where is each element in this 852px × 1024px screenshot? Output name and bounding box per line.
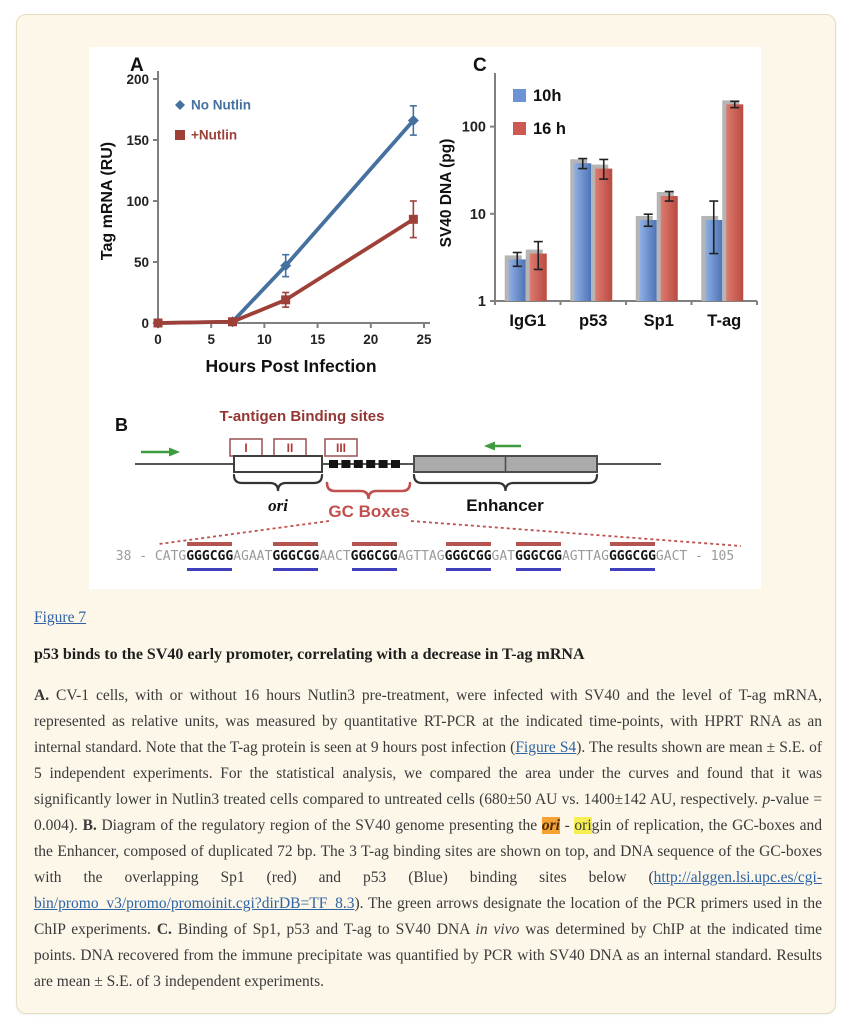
panel-a-y-axis-label: Tag mRNA (RU) [99,141,116,261]
binding-site-box-iii [325,439,357,456]
gc-boxes-label: GC Boxes [328,502,410,521]
gc-box-dash [329,460,338,468]
caption-text-segment: C. [156,921,172,938]
svg-text:100: 100 [461,119,486,136]
caption-text-segment: ori [574,817,592,834]
dna-sequence [91,549,759,564]
caption-text-segment: - [559,817,575,834]
figure-card [16,14,836,1014]
panel-c-group-t-ag [701,100,743,301]
panel-b-label: B [115,415,128,435]
svg-text:100: 100 [126,194,149,209]
gggcgg-motif: GGGCGG [350,549,398,564]
panel-a-legend-1: No Nutlin [191,97,251,113]
gc-box-dash [354,460,363,468]
caption-text-segment: gin of replication, the GC-boxes and the Enhancer, composed of duplicated 72 bp. The 3 T-ag binding sites are shown on top, and DNA sequence of the GC-boxes with the overlapping Sp1 (red) and p53 (Blue) binding sites below ( [34,817,822,886]
sequence-text: AGTTAG [397,549,445,564]
panel-c-legend-1: 10h [533,87,562,105]
svg-text:20: 20 [363,332,379,347]
gggcgg-motif: GGGCGG [272,549,320,564]
panel-c-group-igg1 [505,242,547,301]
t-antigen-binding-sites-title: T-antigen Binding sites [219,408,385,425]
gc-box-dash [379,460,388,468]
panel-c-group-sp1 [636,192,678,301]
binding-site-box-ii [274,439,306,456]
svg-text:I: I [244,441,248,455]
caption-text-segment: Diagram of the regulatory region of the SV40 genome presenting the [96,817,542,834]
gc-box-dash [391,460,400,468]
zoom-dash-left [159,521,329,544]
ori-box [234,456,322,472]
panel-b-genome-diagram [89,399,761,549]
panel-c-category-sp1: Sp1 [643,312,674,330]
sequence-text: GACT [655,549,688,564]
caption-text-segment: p [762,791,771,808]
panel-c-group-p53 [570,159,612,301]
caption-text-segment: -value = 0.004). [34,791,823,834]
sequence-text: 38 - [115,549,155,564]
sequence-text: AACT [319,549,351,564]
panel-c-legend-2: 16 h [533,120,567,138]
svg-text:15: 15 [310,332,326,347]
gc-box-dash [366,460,375,468]
panel-a-x-axis-label: Hours Post Infection [205,356,377,376]
caption-text-segment: B. [82,817,97,834]
pcr-primer-arrow-reverse [484,442,521,451]
panel-c-category-t-ag: T-ag [707,312,742,330]
panel-c-category-p53: p53 [579,312,608,330]
gggcgg-motif: GGGCGG [608,549,656,564]
caption-text-segment: in vivo [475,921,520,938]
panel-a-label: A [130,55,144,76]
binding-site-box-i [230,439,262,456]
enhancer-box [414,456,597,472]
sequence-text: GAT [491,549,516,564]
figure-caption-text [34,683,822,995]
caption-text-segment: CV-1 cells, with or without 16 hours Nutlin3 pre-treatment, were infected with SV40 and the level of T-ag mRNA, represented as relative units, was measured by quantitative RT-PCR at the indicated time-points, with HPRT RNA as an internal standard. Note that the T-ag protein is seen at 9 hours post infection ( [34,687,822,756]
panel-c-bar-chart [435,49,765,371]
svg-text:150: 150 [126,133,149,148]
figure-image[interactable] [89,47,761,589]
sequence-text: AGTTAG [561,549,609,564]
svg-text:200: 200 [126,72,149,87]
caption-text-segment: ). The results shown are mean ± S.E. of 5 independent experiments. For the statistical analysis, we compared the area under the curves and found that it was significantly lower in Nutlin3 treated cells compared to untreated cells (680±50 AU vs. 1400±142 AU, respectively. [34,739,822,808]
panel-a-line-chart [94,51,434,386]
figure-link[interactable]: Figure 7 [34,609,87,626]
svg-text:1: 1 [477,294,486,310]
caption-link[interactable]: Figure S4 [515,739,577,756]
svg-text:II: II [286,441,294,455]
svg-text:25: 25 [416,332,432,347]
svg-text:III: III [335,441,347,455]
panel-c-label: C [473,55,487,76]
caption-text-segment: was determined by ChIP at the indicated time points. DNA recovered from the immune precipitate was quantified by PCR with SV40 DNA as an internal standard. Results are mean ± S.E. of 3 independent experiments. [34,921,823,990]
gggcgg-motif: GGGCGG [186,549,234,564]
caption-text-segment: ori [541,817,560,834]
sequence-text: CATG [154,549,187,564]
gc-box-dash [341,460,350,468]
sequence-text: AGAAT [233,549,273,564]
svg-text:10: 10 [256,332,272,347]
pcr-primer-arrow-forward [141,448,180,457]
gggcgg-motif: GGGCGG [444,549,492,564]
panel-c-category-igg1: IgG1 [509,312,547,330]
svg-text:0: 0 [154,332,162,347]
caption-text-segment: Binding of Sp1, p53 and T-ag to SV40 DNA [171,921,476,938]
caption-link[interactable]: http://alggen.lsi.upc.es/cgi-bin/promo_v3/promo/promoinit.cgi?dirDB=TF_8.3 [34,869,822,912]
svg-text:50: 50 [133,255,149,270]
panel-c-y-axis-label: SV40 DNA (pg) [438,138,455,248]
svg-text:0: 0 [141,316,149,331]
svg-text:5: 5 [207,332,215,347]
sequence-text: - 105 [687,549,735,564]
enhancer-label: Enhancer [466,496,544,515]
svg-text:10: 10 [469,206,486,223]
panel-a-legend-2: +Nutlin [191,127,238,143]
caption-text-segment: A. [34,687,50,704]
caption-title: p53 binds to the SV40 early promoter, correlating with a decrease in T-ag mRNA [34,646,585,663]
caption-text-segment: ). The green arrows designate the location of the PCR primers used in the ChIP experiments. [34,895,822,938]
gggcgg-motif: GGGCGG [515,549,562,564]
ori-label: ori [268,496,288,515]
